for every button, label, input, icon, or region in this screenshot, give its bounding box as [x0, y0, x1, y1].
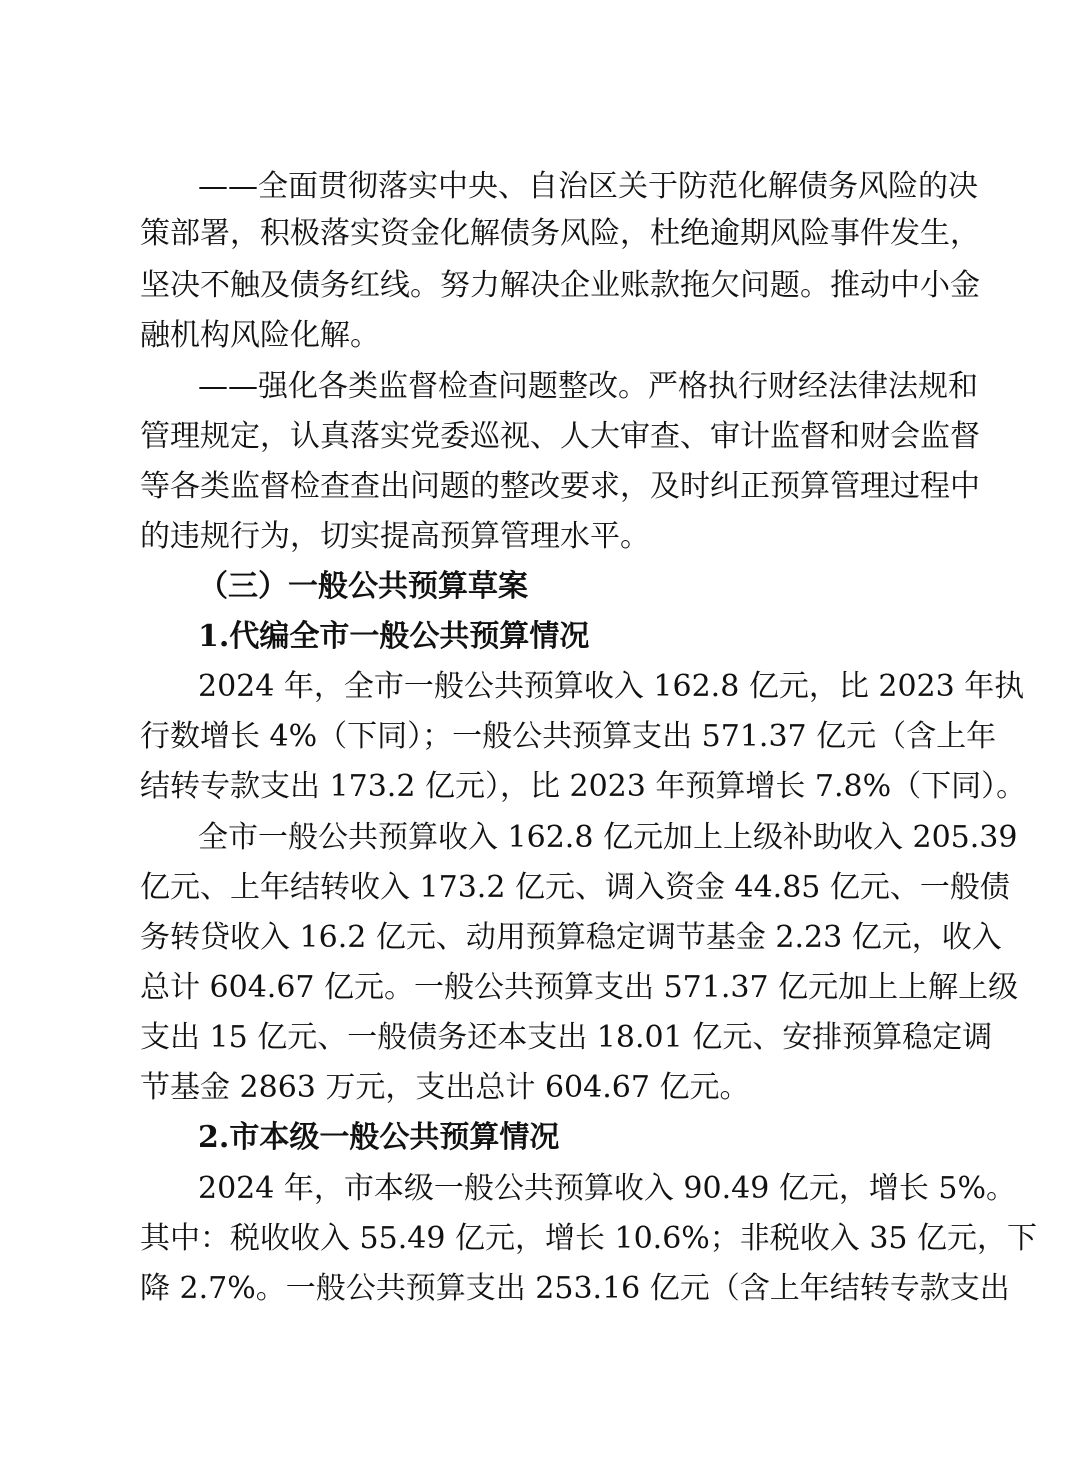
paragraph-line: 的违规行为，切实提高预算管理水平。	[140, 519, 650, 554]
paragraph-line: 等各类监督检查查出问题的整改要求，及时纠正预算管理过程中	[140, 469, 980, 504]
paragraph-line: 管理规定，认真落实党委巡视、人大审查、审计监督和财会监督	[140, 419, 980, 454]
paragraph-line: 2024 年，市本级一般公共预算收入 90.49 亿元，增长 5%。	[198, 1171, 1016, 1206]
paragraph-line: 策部署，积极落实资金化解债务风险，杜绝逾期风险事件发生，	[140, 216, 980, 251]
section-heading: （三）一般公共预算草案	[198, 569, 528, 604]
paragraph-line: 全市一般公共预算收入 162.8 亿元加上上级补助收入 205.39	[198, 820, 1018, 855]
paragraph-line: ——全面贯彻落实中央、自治区关于防范化解债务风险的决	[198, 169, 978, 204]
paragraph-line: 其中：税收收入 55.49 亿元，增长 10.6%；非税收入 35 亿元，下	[140, 1221, 1038, 1256]
paragraph-line: 2024 年，全市一般公共预算收入 162.8 亿元，比 2023 年执	[198, 669, 1025, 704]
paragraph-line: 支出 15 亿元、一般债务还本支出 18.01 亿元、安排预算稳定调	[140, 1020, 993, 1055]
paragraph-line: 融机构风险化解。	[140, 318, 380, 353]
subsection-heading: 2.市本级一般公共预算情况	[198, 1120, 560, 1155]
subsection-heading: 1.代编全市一般公共预算情况	[198, 619, 590, 654]
paragraph-line: 结转专款支出 173.2 亿元），比 2023 年预算增长 7.8%（下同）。	[140, 769, 1027, 804]
paragraph-line: 亿元、上年结转收入 173.2 亿元、调入资金 44.85 亿元、一般债	[140, 870, 1010, 905]
paragraph-line: 行数增长 4%（下同）；一般公共预算支出 571.37 亿元（含上年	[140, 719, 997, 754]
paragraph-line: 降 2.7%。一般公共预算支出 253.16 亿元（含上年结转专款支出	[140, 1271, 1010, 1306]
paragraph-line: 坚决不触及债务红线。努力解决企业账款拖欠问题。推动中小金	[140, 268, 980, 303]
paragraph-line: 总计 604.67 亿元。一般公共预算支出 571.37 亿元加上上解上级	[140, 970, 1019, 1005]
paragraph-line: 务转贷收入 16.2 亿元、动用预算稳定调节基金 2.23 亿元，收入	[140, 920, 1002, 955]
paragraph-line: ——强化各类监督检查问题整改。严格执行财经法律法规和	[198, 369, 978, 404]
paragraph-line: 节基金 2863 万元，支出总计 604.67 亿元。	[140, 1070, 750, 1105]
